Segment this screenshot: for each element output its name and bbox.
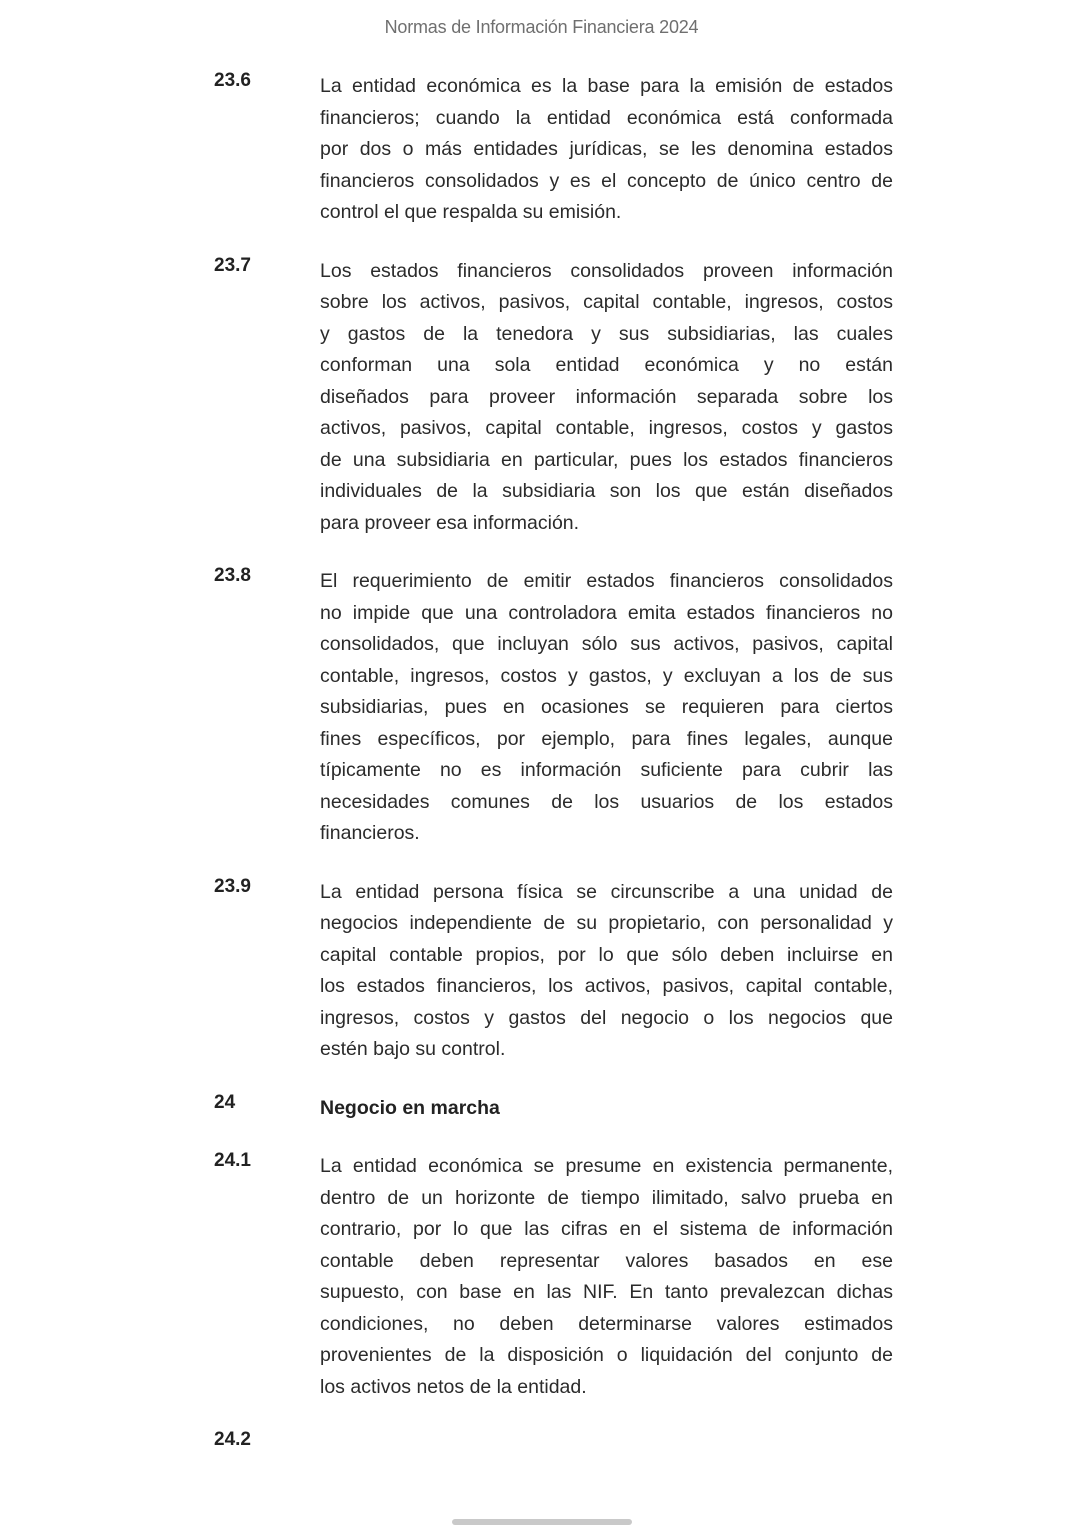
paragraph-24-1 bbox=[0, 1151, 1080, 1403]
text-line: diseñados para proveer información separada sobre los bbox=[320, 385, 893, 408]
text-line: sobre los activos, pasivos, capital contable, ingresos, costos bbox=[320, 291, 893, 313]
text-line: provenientes de la disposición o liquidación del conjunto de bbox=[320, 1344, 893, 1366]
text-line: individuales de la subsidiaria son los que están diseñados bbox=[320, 480, 893, 502]
text-line: por dos o más entidades jurídicas, se les denomina estados bbox=[320, 138, 893, 160]
text-line: los activos netos de la entidad. bbox=[320, 1375, 587, 1398]
text-line: los estados financieros, los activos, pasivos, capital contable, bbox=[320, 975, 893, 997]
paragraph-23-7 bbox=[0, 256, 1080, 540]
text-line: contrario, por lo que las cifras en el sistema de información bbox=[320, 1218, 893, 1240]
text-line: consolidados, que incluyan sólo sus activos, pasivos, capital bbox=[320, 633, 893, 655]
text-line: La entidad persona física se circunscribe a una unidad de bbox=[320, 880, 893, 903]
text-line: conforman una sola entidad económica y no están bbox=[320, 354, 893, 376]
text-line: típicamente no es información suficiente para cubrir las bbox=[320, 759, 893, 781]
paragraph-number: 23.9 bbox=[214, 875, 251, 897]
paragraph-text bbox=[320, 1151, 893, 1403]
text-line: La entidad económica se presume en existencia permanente, bbox=[320, 1155, 893, 1177]
text-line: subsidiarias, pues en ocasiones se requieren para ciertos bbox=[320, 696, 893, 718]
paragraph-text bbox=[320, 71, 893, 229]
text-line: estén bajo su control. bbox=[320, 1038, 506, 1060]
text-line: activos, pasivos, capital contable, ingresos, costos y gastos bbox=[320, 417, 893, 439]
paragraph-number: 23.7 bbox=[214, 254, 251, 276]
text-line: dentro de un horizonte de tiempo ilimitado, salvo prueba en bbox=[320, 1186, 893, 1209]
paragraph-text bbox=[320, 566, 893, 850]
section-heading: Negocio en marcha bbox=[320, 1096, 500, 1119]
text-line: ingresos, costos y gastos del negocio o los negocios que bbox=[320, 1006, 893, 1029]
paragraph-23-8 bbox=[0, 566, 1080, 850]
home-indicator-bar[interactable] bbox=[452, 1519, 632, 1525]
text-line: La entidad económica es la base para la emisión de estados bbox=[320, 75, 893, 97]
text-line: financieros. bbox=[320, 822, 420, 844]
document-body bbox=[0, 71, 1080, 1489]
paragraph-number: 23.6 bbox=[214, 70, 251, 91]
paragraph-number: 23.8 bbox=[214, 565, 251, 586]
text-line: necesidades comunes de los usuarios de los estados bbox=[320, 790, 893, 813]
text-line: fines específicos, por ejemplo, para fines legales, aunque bbox=[320, 727, 893, 750]
text-line: control el que respalda su emisión. bbox=[320, 201, 622, 223]
paragraph-23-6 bbox=[0, 71, 1080, 229]
paragraph-23-9 bbox=[0, 877, 1080, 1066]
text-line: contable, ingresos, costos y gastos, y excluyan a los de sus bbox=[320, 664, 893, 687]
page-header-title: Normas de Información Financiera 2024 bbox=[384, 17, 699, 37]
text-line: condiciones, no deben determinarse valores estimados bbox=[320, 1312, 893, 1335]
paragraph-number: 24.2 bbox=[214, 1429, 251, 1450]
paragraph-24-2 bbox=[0, 1430, 1080, 1462]
paragraph-24 bbox=[0, 1093, 1080, 1125]
paragraph-text bbox=[320, 1093, 893, 1125]
paragraph-text bbox=[320, 877, 893, 1066]
text-line: financieros consolidados y es el concepto de único centro de bbox=[320, 169, 893, 192]
text-line: supuesto, con base en las NIF. En tanto prevalezcan dichas bbox=[320, 1281, 893, 1303]
text-line: financieros; cuando la entidad económica está conformada bbox=[320, 106, 893, 129]
paragraph-text bbox=[320, 256, 893, 540]
text-line: El requerimiento de emitir estados financieros consolidados bbox=[320, 570, 893, 592]
paragraph-number: 24.1 bbox=[214, 1150, 251, 1171]
text-line: Los estados financieros consolidados proveen información bbox=[320, 259, 893, 282]
text-line: negocios independiente de su propietario, con personalidad y bbox=[320, 912, 893, 934]
text-line: capital contable propios, por lo que sólo deben incluirse en bbox=[320, 943, 893, 966]
text-line: contable deben representar valores basados en ese bbox=[320, 1249, 893, 1272]
text-line: de una subsidiaria en particular, pues los estados financieros bbox=[320, 448, 893, 471]
text-line: no impide que una controladora emita estados financieros no bbox=[320, 601, 893, 624]
text-line: para proveer esa información. bbox=[320, 511, 580, 534]
paragraph-number: 24 bbox=[214, 1091, 236, 1113]
text-line: y gastos de la tenedora y sus subsidiarias, las cuales bbox=[320, 322, 893, 345]
